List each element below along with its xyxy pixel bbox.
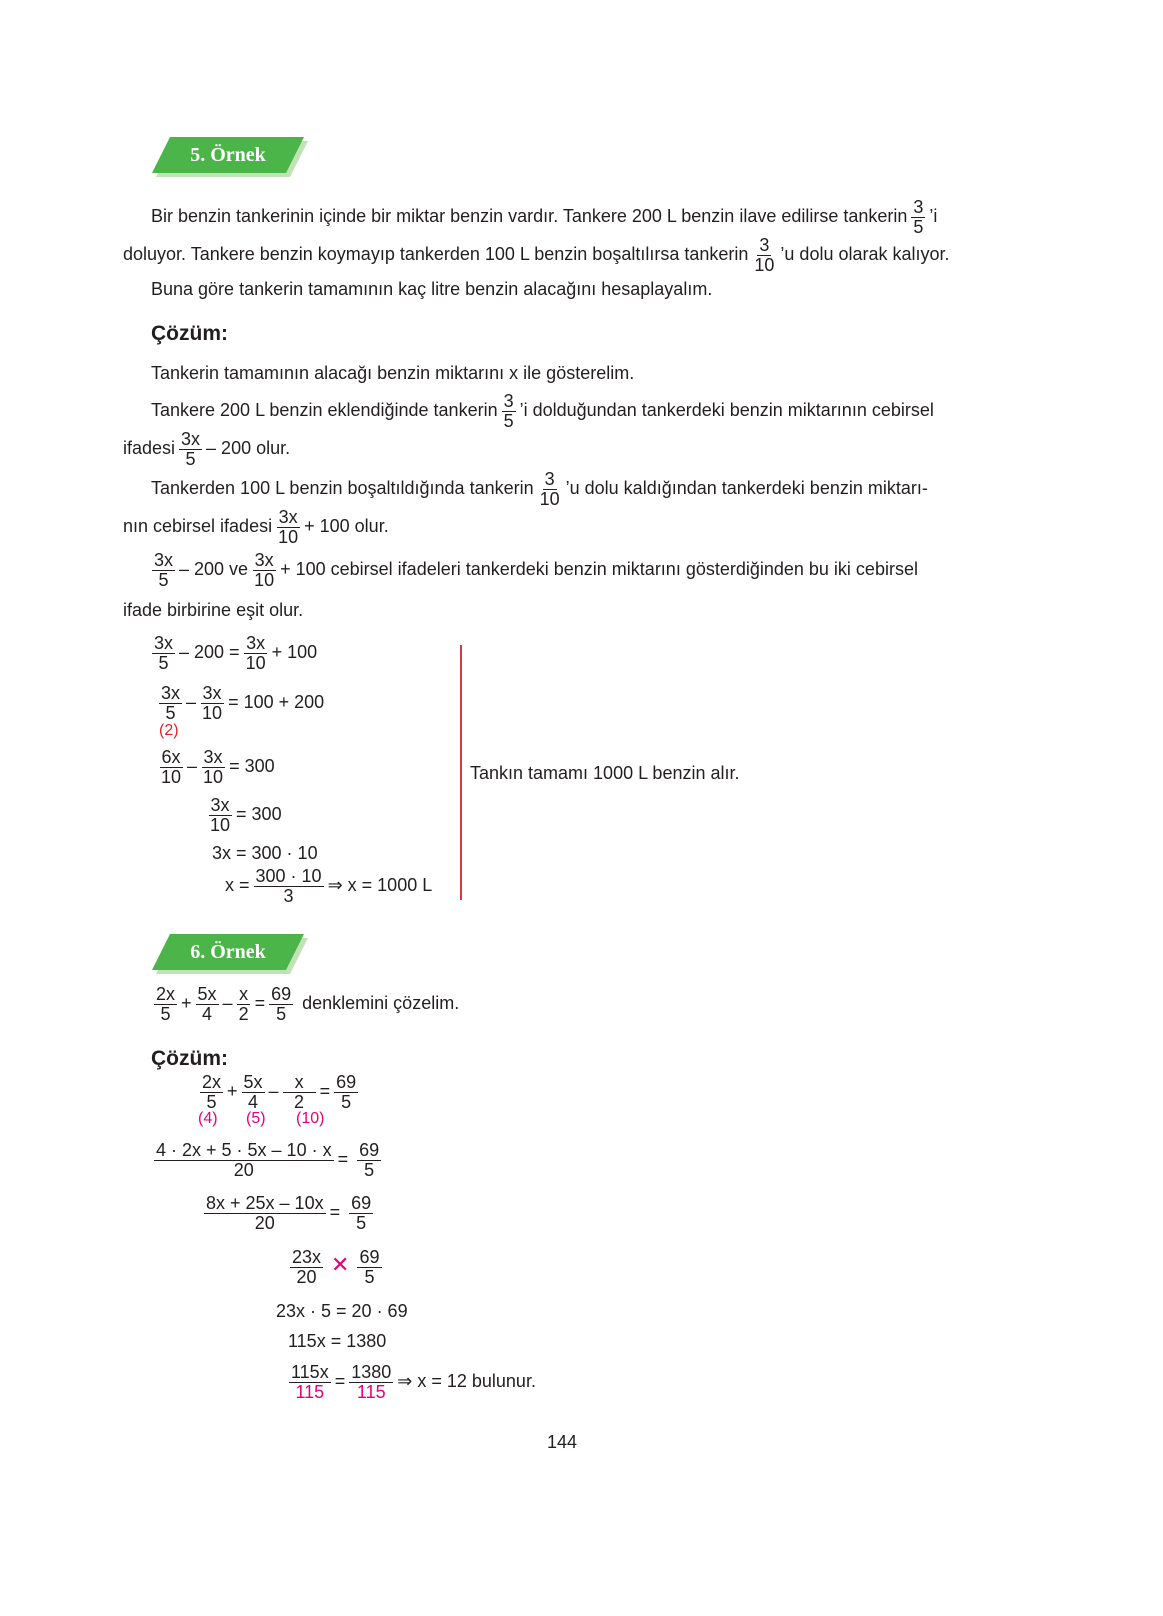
- solution-line-2: Tankere 200 L benzin eklendiğinde tankerin $\frac{3}{5}$ ’i dolduğundan tankerdeki benzin miktarının cebirsel: [151, 391, 934, 431]
- multiplier-4: (4): [198, 1110, 218, 1127]
- ex6-step-3: $\frac{8x + 25x - 10x}{20}$ = $\frac{69}{5}$: [206, 1193, 372, 1233]
- text: Bir benzin tankerinin içinde bir miktar benzin vardır. Tankere 200 L benzin ilave edilirse tankerin: [151, 206, 908, 227]
- curly-brace: [458, 645, 462, 900]
- example-6-problem: $\frac{2x}{5}$ + $\frac{5x}{4}$ – $\frac{x}{2}$ = $\frac{69}{5}$ denklemini çözelim.: [156, 984, 460, 1024]
- equation-step-4: $\frac{3x}{10}$ = 300: [210, 795, 282, 835]
- solution-line-1: Tankerin tamamının alacağı benzin miktarını x ile gösterelim.: [151, 363, 635, 383]
- multiplier-5: (5): [246, 1110, 266, 1127]
- solution-line-7: ifade birbirine eşit olur.: [123, 600, 304, 620]
- fraction: $\frac{3}{5}$: [913, 197, 924, 237]
- solution-line-6: $\frac{3x}{5}$ – 200 ve $\frac{3x}{10}$ + 100 cebirsel ifadeleri tankerdeki benzin miktarını gösterdiğinden bu iki cebirsel: [154, 550, 918, 590]
- solution-line-5: nın cebirsel ifadesi $\frac{3x}{10}$ + 100 olur.: [123, 507, 389, 547]
- solution-heading: Çözüm:: [151, 322, 228, 345]
- ex6-step-2: $\frac{4 \cdot 2x + 5 \cdot 5x - 10 \cdot x}{20}$ = $\frac{69}{5}$: [156, 1140, 380, 1180]
- example-5-badge: [152, 137, 304, 173]
- problem-line-2: doluyor. Tankere benzin koymayıp tankerden 100 L benzin boşaltılırsa tankerin $\frac{3}{10}$ ’u dolu olarak kalıyor.: [123, 235, 950, 275]
- conclusion-text: Tankın tamamı 1000 L benzin alır.: [470, 763, 740, 783]
- equation-step-3: $\frac{6x}{10}$ – $\frac{3x}{10}$ = 300: [161, 747, 275, 787]
- solution-line-3: ifadesi $\frac{3x}{5}$ – 200 olur.: [123, 429, 291, 469]
- problem-line-1: Bir benzin tankerinin içinde bir miktar benzin vardır. Tankere 200 L benzin ilave edilirse tankerin $\frac{3}{5}$ ’i: [151, 197, 938, 237]
- ex6-step-4: $\frac{23x}{20}$ ✕ $\frac{69}{5}$: [292, 1247, 380, 1287]
- fraction: $\frac{3}{10}$: [754, 235, 775, 275]
- equation-step-1: $\frac{3x}{5}$ – 200 = $\frac{3x}{10}$ + 100: [154, 633, 318, 673]
- multiplier-annotation: (2): [159, 722, 179, 739]
- page-number: 144: [547, 1432, 578, 1452]
- solution-line-4: Tankerden 100 L benzin boşaltıldığında tankerin $\frac{3}{10}$ ’u dolu kaldığından tankerdeki benzin miktarı-: [151, 469, 928, 509]
- solution-heading-6: Çözüm:: [151, 1047, 228, 1070]
- example-6-badge: 6. Örnek: [152, 934, 304, 970]
- equation-step-2: $\frac{3x}{5}$ – $\frac{3x}{10}$ = 100 + 200: [161, 683, 325, 723]
- badge-label: 5. Örnek: [190, 144, 266, 166]
- equation-step-6: x = $\frac{300 \cdot 10}{3}$ ⇒ x = 1000 L: [225, 866, 433, 906]
- ex6-step-7: $\frac{115x}{115}$ = $\frac{1380}{115}$ ⇒ x = 12 bulunur.: [291, 1362, 536, 1402]
- ex6-step-6: 115x = 1380: [288, 1331, 387, 1351]
- ex6-step-1: $\frac{2x}{5}$ + $\frac{5x}{4}$ – $\frac{x}{2}$ = $\frac{69}{5}$: [202, 1072, 357, 1112]
- ex6-step-5: 23x · 5 = 20 · 69: [276, 1301, 408, 1321]
- cross-multiply-arrows-icon: ✕: [331, 1252, 350, 1278]
- problem-line-3: Buna göre tankerin tamamının kaç litre benzin alacağını hesaplayalım.: [151, 279, 713, 299]
- equation-step-5: 3x = 300 · 10: [212, 843, 318, 863]
- multiplier-10: (10): [296, 1110, 325, 1127]
